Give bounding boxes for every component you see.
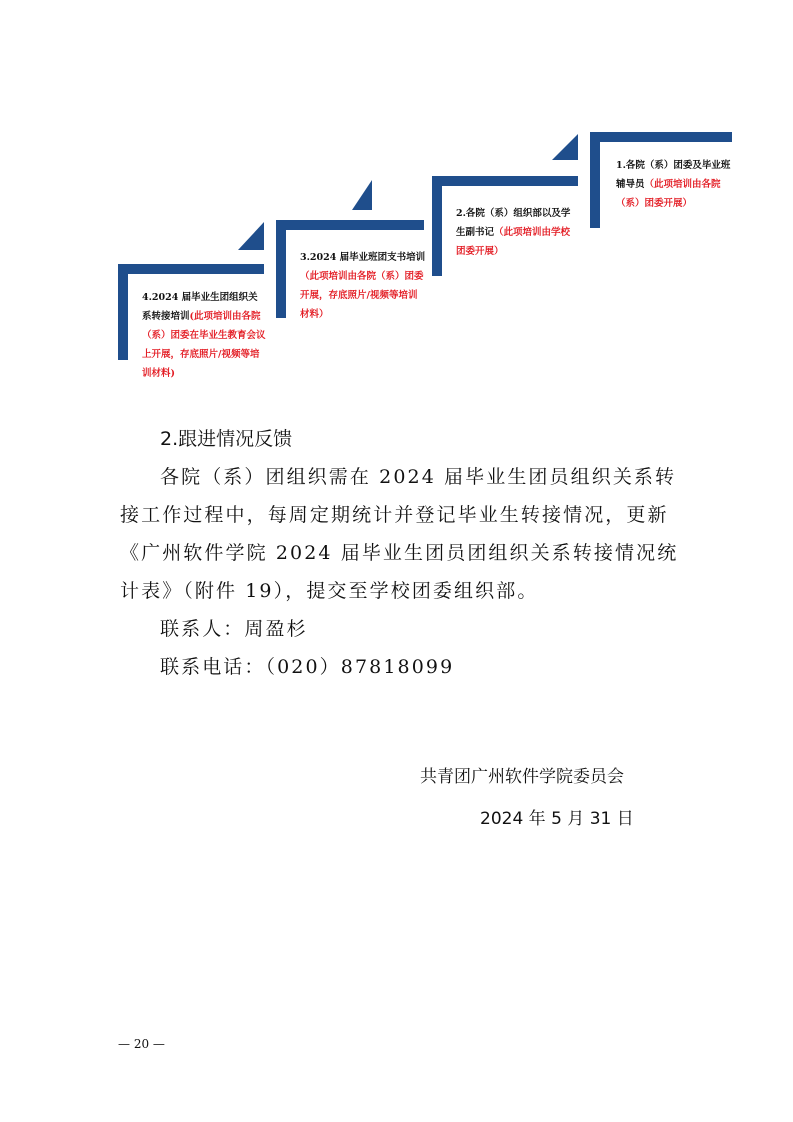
body-paragraph: 各院（系）团组织需在 2024 届毕业生团员组织关系转接工作过程中，每周定期统计并登记毕业生转接情况，更新《广州软件学院 2024 届毕业生团员团组织关系转接情况统计表》（附件 19），提交至学校团委组织部。: [120, 466, 679, 602]
step-4-title: 4.2024 届毕业生团组织关系转接培训: [142, 292, 258, 322]
step-1-text: [616, 156, 736, 213]
step-1-bar: [590, 132, 600, 228]
contact-phone: 联系电话：（020）87818099: [160, 656, 455, 678]
section-heading: 2.跟进情况反馈: [160, 428, 293, 450]
step-2-bar: [432, 176, 442, 276]
step-2-text: [456, 204, 576, 261]
step-4-shelf: [118, 264, 264, 274]
step-3-shelf: [276, 220, 424, 230]
step-2-note: （此项培训由学校团委开展）: [456, 227, 571, 257]
stair-connector-2: [352, 180, 372, 210]
signoff-date: 2024 年 5 月 31 日: [480, 809, 634, 829]
step-3-text: [300, 248, 426, 324]
step-1-title: 1.各院（系）团委及毕业班辅导员: [616, 160, 731, 190]
step-3-note: （此项培训由各院（系）团委开展，存底照片/视频等培训材料）: [300, 271, 424, 320]
section-body: [120, 458, 680, 686]
stair-connector-1: [552, 134, 578, 160]
stair-connector-3: [238, 222, 264, 250]
step-2-title: 2.各院（系）组织部以及学生副书记: [456, 208, 571, 238]
step-4-text: [142, 288, 266, 383]
step-1-shelf: [590, 132, 732, 142]
signoff-org: 共青团广州软件学院委员会: [420, 767, 624, 787]
step-2-shelf: [432, 176, 578, 186]
step-4-bar: [118, 264, 128, 360]
step-3-bar: [276, 220, 286, 318]
page-number: — 20 —: [118, 1037, 165, 1051]
step-1-note: （此项培训由各院（系）团委开展）: [616, 179, 721, 209]
step-4-note: (此项培训由各院（系）团委在毕业生教育会议上开展，存底照片/视频等培训材料): [142, 311, 266, 379]
step-3-title: 3.2024 届毕业班团支书培训: [300, 252, 426, 263]
contact-person: 联系人：周盈杉: [160, 618, 308, 640]
